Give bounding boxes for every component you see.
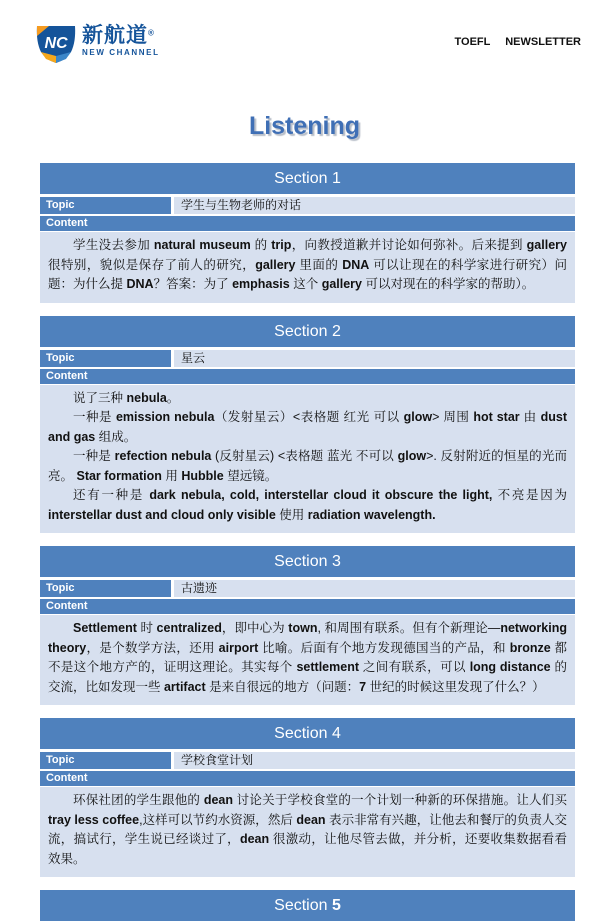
section-title: Section 5 [274,897,341,914]
content-body [40,787,575,877]
section-3 [40,546,575,705]
content-label-bar: Content [40,771,575,786]
section-5 [40,890,575,921]
topic-label: Topic [40,350,171,367]
logo-wordmark [82,22,160,57]
topic-value: 学校食堂计划 [174,752,575,769]
topic-label: Topic [40,752,171,769]
masthead-toefl: TOEFL [454,36,491,48]
content-paragraph: 学生没去参加 natural museum 的 trip，向教授道歉并讨论如何弥补。后来提到 gallery 很特别，貌似是保存了前人的研究，gallery 里面的 DNA 可以让现在的科学家进行研究）问题：为什么提 DNA？答案：为了 emphasis 这个 gallery 可以对现在的科学家的帮助）。 [48,238,567,291]
content-paragraph: Settlement 时 centralized，即中心为 town, 和周围有联系。但有个新理论—networking theory，是个数学方法，还用 airport 比喻。后面有个地方发现德国当的产品，和 bronze 都不是这个地方产的，证明这理论。其实每个 settlement 之间有联系，可以 long distance 的交流，比如发现一些 artifact 是来自很远的地方（问题：7 世纪的时候这里发现了什么？） [48,621,567,694]
topic-label: Topic [40,580,171,597]
sections-container [40,163,575,921]
page-header [0,0,609,90]
section-title: Section 2 [274,322,341,340]
content-label-bar: Content [40,369,575,384]
content-body [40,385,575,534]
section-header [40,546,575,577]
topic-value: 古遗迹 [174,580,575,597]
topic-value: 星云 [174,350,575,367]
section-4 [40,718,575,877]
section-1 [40,163,575,303]
section-2 [40,316,575,534]
logo-name-en: NEW CHANNEL [82,48,160,57]
topic-row [40,752,575,769]
section-header [40,163,575,194]
content-paragraph: 还有一种是 dark nebula, cold, interstellar cloud it obscure the light, 不亮是因为 interstellar dust and cloud only visible 使用 radiation wavelength. [48,488,567,522]
masthead-newsletter: NEWSLETTER [505,36,581,48]
topic-row [40,580,575,597]
content-paragraph: 说了三种 nebula。 [73,390,180,405]
content-paragraph: 环保社团的学生跟他的 dean 讨论关于学校食堂的一个计划一种新的环保措施。让人们买 tray less coffee,这样可以节约水资源，然后 dean 表示非常有兴趣，让他去和餐厅的负责人交流，搞试行，学生说已经谈过了，dean 很激动，让他尽管去做，并分析，还要收集数据看看效果。 [48,793,567,866]
content-paragraph: 一种是 emission nebula（发射星云）<表格题 红光 可以 glow> 周围 hot star 由 dust and gas 组成。 [48,410,568,444]
content-label-bar: Content [40,216,575,231]
content-body [40,615,575,705]
topic-row [40,350,575,367]
masthead [443,36,582,48]
section-header [40,890,575,921]
content-body [40,232,575,303]
topic-value: 学生与生物老师的对话 [174,197,575,214]
topic-label: Topic [40,197,171,214]
logo-name-cn: 新航道 [82,24,148,47]
registered-mark: ® [148,28,154,38]
section-title: Section 3 [274,553,341,570]
content-paragraph: 一种是 refection nebula (反射星云) <表格题 蓝光 不可以 glow>. 反射附近的恒星的光而亮。 Star formation 用 Hubble 望远镜。 [48,449,567,483]
section-header [40,718,575,749]
topic-row [40,197,575,214]
section-title: Section 4 [274,725,341,742]
page-title: Listening [248,112,361,140]
content-label-bar: Content [40,599,575,614]
section-header [40,316,575,347]
svg-text:NC: NC [44,35,68,52]
section-title: Section 1 [274,170,341,187]
new-channel-logo [35,22,160,64]
nc-shield-icon [35,22,77,64]
